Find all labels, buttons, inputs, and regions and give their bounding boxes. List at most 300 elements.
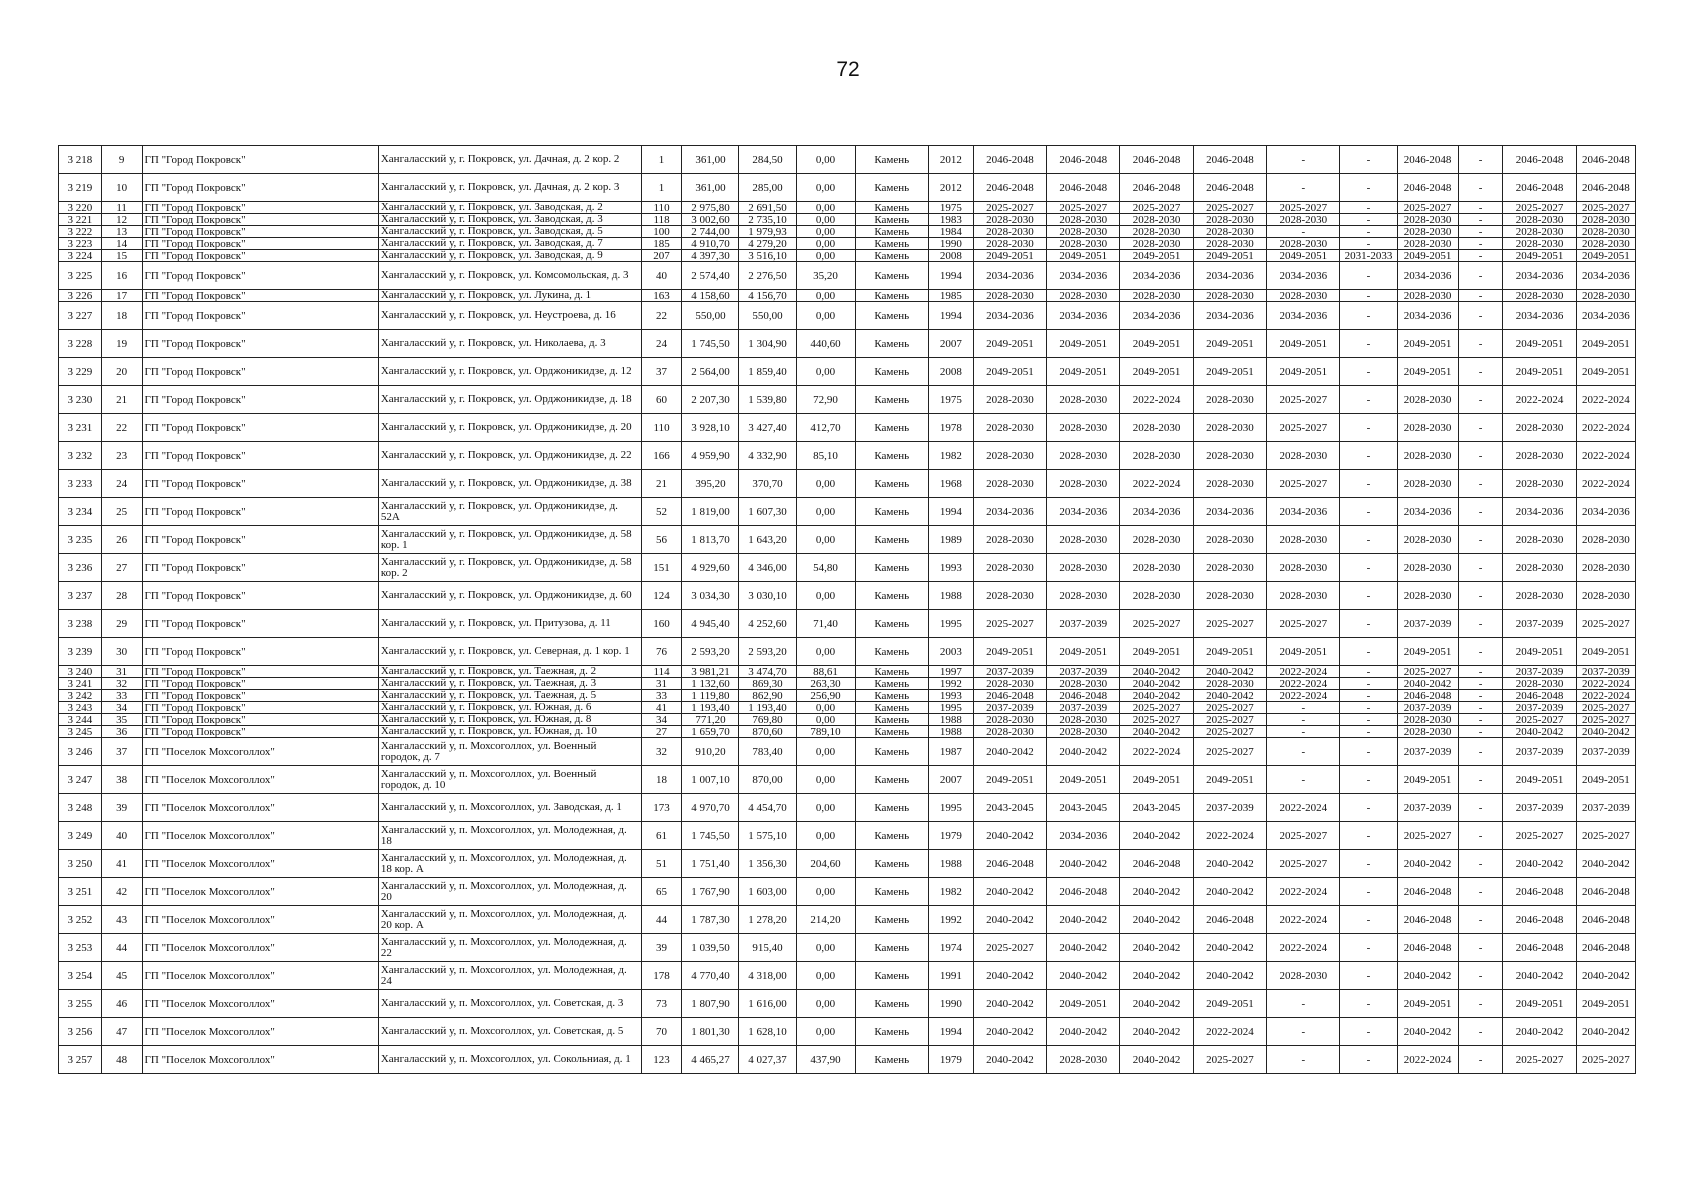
total-area: 4 970,70 [682, 794, 739, 822]
term-cell: 2046-2048 [1576, 878, 1635, 906]
term-cell: 2028-2030 [1576, 214, 1635, 226]
term-cell: 2022-2024 [1267, 906, 1340, 934]
non-residential-area: 0,00 [796, 526, 855, 554]
municipality-name: ГП "Поселок Мохсоголлох" [142, 822, 378, 850]
row-index: 21 [101, 386, 142, 414]
term-cell: 2037-2039 [1047, 666, 1120, 678]
table-row [59, 214, 1636, 226]
non-residential-area: 85,10 [796, 442, 855, 470]
term-cell: 2022-2024 [1267, 794, 1340, 822]
term-cell: 2025-2027 [1503, 714, 1576, 726]
term-cell: - [1340, 302, 1397, 330]
build-year: 1994 [928, 302, 973, 330]
page-number: 72 [836, 58, 860, 81]
term-cell: 2022-2024 [1503, 386, 1576, 414]
term-cell: - [1458, 822, 1503, 850]
term-cell: 2028-2030 [1047, 678, 1120, 690]
building-address: Хангаласский у, г. Покровск, ул. Орджоникидзе, д. 22 [378, 442, 641, 470]
term-cell: 2049-2051 [973, 250, 1046, 262]
term-cell: 2028-2030 [1047, 582, 1120, 610]
term-cell: 2037-2039 [1047, 610, 1120, 638]
living-area: 2 276,50 [739, 262, 796, 290]
municipality-name: ГП "Поселок Мохсоголлох" [142, 990, 378, 1018]
non-residential-area: 0,00 [796, 822, 855, 850]
term-cell: 2028-2030 [1120, 582, 1193, 610]
term-cell: 2028-2030 [1503, 290, 1576, 302]
municipality-name: ГП "Город Покровск" [142, 262, 378, 290]
total-area: 1 745,50 [682, 822, 739, 850]
term-cell: - [1458, 250, 1503, 262]
term-cell: 2049-2051 [973, 330, 1046, 358]
term-cell: 2025-2027 [1576, 714, 1635, 726]
term-cell: - [1340, 1018, 1397, 1046]
term-cell: 2025-2027 [1576, 702, 1635, 714]
total-area: 4 158,60 [682, 290, 739, 302]
total-area: 2 574,40 [682, 262, 739, 290]
municipality-name: ГП "Город Покровск" [142, 302, 378, 330]
term-cell: 2049-2051 [1120, 638, 1193, 666]
term-cell: - [1458, 202, 1503, 214]
row-index: 29 [101, 610, 142, 638]
apartment-count: 41 [641, 702, 682, 714]
non-residential-area: 256,90 [796, 690, 855, 702]
row-registry-number: 3 245 [59, 726, 102, 738]
term-cell: - [1340, 262, 1397, 290]
term-cell: 2046-2048 [1503, 690, 1576, 702]
table-row [59, 794, 1636, 822]
table-row [59, 726, 1636, 738]
row-registry-number: 3 218 [59, 146, 102, 174]
term-cell: 2040-2042 [1576, 726, 1635, 738]
apartment-count: 1 [641, 146, 682, 174]
term-cell: - [1458, 262, 1503, 290]
municipality-name: ГП "Поселок Мохсоголлох" [142, 850, 378, 878]
term-cell: - [1267, 702, 1340, 714]
build-year: 1984 [928, 226, 973, 238]
wall-material: Камень [855, 714, 928, 726]
municipality-name: ГП "Поселок Мохсоголлох" [142, 962, 378, 990]
municipality-name: ГП "Город Покровск" [142, 526, 378, 554]
term-cell: 2049-2051 [1503, 250, 1576, 262]
term-cell: 2040-2042 [1120, 678, 1193, 690]
non-residential-area: 0,00 [796, 878, 855, 906]
term-cell: - [1340, 726, 1397, 738]
term-cell: 2046-2048 [1193, 146, 1266, 174]
term-cell: - [1458, 962, 1503, 990]
total-area: 3 981,21 [682, 666, 739, 678]
term-cell: - [1340, 714, 1397, 726]
table-row [59, 690, 1636, 702]
build-year: 1979 [928, 822, 973, 850]
term-cell: - [1340, 906, 1397, 934]
apartment-count: 123 [641, 1046, 682, 1074]
municipality-name: ГП "Город Покровск" [142, 470, 378, 498]
build-year: 1982 [928, 442, 973, 470]
non-residential-area: 263,30 [796, 678, 855, 690]
apartment-count: 51 [641, 850, 682, 878]
term-cell: 2022-2024 [1576, 386, 1635, 414]
municipality-name: ГП "Город Покровск" [142, 666, 378, 678]
build-year: 1988 [928, 850, 973, 878]
municipality-name: ГП "Город Покровск" [142, 714, 378, 726]
wall-material: Камень [855, 878, 928, 906]
term-cell: 2043-2045 [973, 794, 1046, 822]
building-address: Хангаласский у, г. Покровск, ул. Дачная, д. 2 кор. 2 [378, 146, 641, 174]
total-area: 1 132,60 [682, 678, 739, 690]
term-cell: 2040-2042 [973, 906, 1046, 934]
build-year: 1992 [928, 678, 973, 690]
term-cell: 2028-2030 [1193, 290, 1266, 302]
living-area: 870,00 [739, 766, 796, 794]
term-cell: 2034-2036 [1397, 262, 1458, 290]
term-cell: 2028-2030 [1576, 238, 1635, 250]
living-area: 1 616,00 [739, 990, 796, 1018]
term-cell: 2028-2030 [1120, 238, 1193, 250]
term-cell: 2049-2051 [1120, 250, 1193, 262]
term-cell: 2028-2030 [1047, 726, 1120, 738]
total-area: 1 745,50 [682, 330, 739, 358]
build-year: 2008 [928, 250, 973, 262]
term-cell: 2034-2036 [1576, 302, 1635, 330]
build-year: 1995 [928, 702, 973, 714]
term-cell: 2040-2042 [1047, 906, 1120, 934]
row-index: 31 [101, 666, 142, 678]
row-index: 40 [101, 822, 142, 850]
term-cell: 2028-2030 [1047, 1046, 1120, 1074]
term-cell: 2028-2030 [1193, 238, 1266, 250]
living-area: 1 643,20 [739, 526, 796, 554]
apartment-count: 100 [641, 226, 682, 238]
total-area: 1 193,40 [682, 702, 739, 714]
term-cell: 2028-2030 [1503, 238, 1576, 250]
term-cell: 2025-2027 [1193, 610, 1266, 638]
living-area: 869,30 [739, 678, 796, 690]
term-cell: 2025-2027 [1503, 202, 1576, 214]
term-cell: 2028-2030 [1576, 526, 1635, 554]
term-cell: 2025-2027 [1193, 1046, 1266, 1074]
wall-material: Камень [855, 666, 928, 678]
row-registry-number: 3 253 [59, 934, 102, 962]
term-cell: - [1340, 638, 1397, 666]
total-area: 550,00 [682, 302, 739, 330]
building-address: Хангаласский у, г. Покровск, ул. Южная, д. 8 [378, 714, 641, 726]
apartment-count: 34 [641, 714, 682, 726]
wall-material: Камень [855, 386, 928, 414]
building-address: Хангаласский у, г. Покровск, ул. Орджоникидзе, д. 38 [378, 470, 641, 498]
term-cell: 2028-2030 [1120, 290, 1193, 302]
term-cell: 2046-2048 [1397, 906, 1458, 934]
term-cell: 2049-2051 [1047, 990, 1120, 1018]
building-address: Хангаласский у, г. Покровск, ул. Заводская, д. 5 [378, 226, 641, 238]
total-area: 395,20 [682, 470, 739, 498]
wall-material: Камень [855, 934, 928, 962]
building-address: Хангаласский у, п. Мохсоголлох, ул. Советская, д. 5 [378, 1018, 641, 1046]
non-residential-area: 0,00 [796, 990, 855, 1018]
build-year: 1988 [928, 714, 973, 726]
term-cell: 2022-2024 [1267, 690, 1340, 702]
table-row [59, 202, 1636, 214]
wall-material: Камень [855, 526, 928, 554]
row-registry-number: 3 226 [59, 290, 102, 302]
term-cell: 2022-2024 [1576, 442, 1635, 470]
wall-material: Камень [855, 250, 928, 262]
building-address: Хангаласский у, г. Покровск, ул. Северная, д. 1 кор. 1 [378, 638, 641, 666]
term-cell: - [1458, 702, 1503, 714]
term-cell: - [1340, 702, 1397, 714]
table-row [59, 414, 1636, 442]
row-registry-number: 3 252 [59, 906, 102, 934]
municipality-name: ГП "Поселок Мохсоголлох" [142, 738, 378, 766]
term-cell: 2028-2030 [1267, 290, 1340, 302]
term-cell: 2025-2027 [1193, 714, 1266, 726]
building-address: Хангаласский у, г. Покровск, ул. Заводская, д. 3 [378, 214, 641, 226]
total-area: 2 975,80 [682, 202, 739, 214]
term-cell: 2028-2030 [1503, 442, 1576, 470]
term-cell: - [1458, 878, 1503, 906]
term-cell: 2028-2030 [973, 442, 1046, 470]
term-cell: - [1458, 214, 1503, 226]
term-cell: 2022-2024 [1193, 1018, 1266, 1046]
term-cell: - [1340, 738, 1397, 766]
apartment-count: 22 [641, 302, 682, 330]
row-index: 34 [101, 702, 142, 714]
row-registry-number: 3 225 [59, 262, 102, 290]
term-cell: 2046-2048 [1503, 934, 1576, 962]
term-cell: 2040-2042 [1503, 726, 1576, 738]
term-cell: - [1458, 850, 1503, 878]
non-residential-area: 214,20 [796, 906, 855, 934]
term-cell: 2037-2039 [1503, 666, 1576, 678]
wall-material: Камень [855, 262, 928, 290]
wall-material: Камень [855, 822, 928, 850]
apartment-count: 56 [641, 526, 682, 554]
living-area: 3 427,40 [739, 414, 796, 442]
term-cell: 2049-2051 [1397, 990, 1458, 1018]
term-cell: 2034-2036 [1267, 302, 1340, 330]
build-year: 1988 [928, 582, 973, 610]
building-address: Хангаласский у, г. Покровск, ул. Орджоникидзе, д. 58 кор. 1 [378, 526, 641, 554]
term-cell: 2040-2042 [1120, 990, 1193, 1018]
row-registry-number: 3 236 [59, 554, 102, 582]
municipality-name: ГП "Город Покровск" [142, 238, 378, 250]
build-year: 1989 [928, 526, 973, 554]
term-cell: 2049-2051 [1267, 638, 1340, 666]
term-cell: 2037-2039 [1576, 794, 1635, 822]
building-address: Хангаласский у, г. Покровск, ул. Заводская, д. 7 [378, 238, 641, 250]
term-cell: 2049-2051 [1397, 358, 1458, 386]
non-residential-area: 0,00 [796, 226, 855, 238]
term-cell: 2040-2042 [973, 738, 1046, 766]
build-year: 1990 [928, 238, 973, 250]
term-cell: 2025-2027 [1397, 822, 1458, 850]
term-cell: 2046-2048 [1047, 146, 1120, 174]
row-index: 33 [101, 690, 142, 702]
build-year: 1991 [928, 962, 973, 990]
apartment-count: 207 [641, 250, 682, 262]
row-index: 35 [101, 714, 142, 726]
term-cell: 2022-2024 [1576, 690, 1635, 702]
term-cell: - [1458, 386, 1503, 414]
term-cell: 2040-2042 [973, 822, 1046, 850]
term-cell: 2028-2030 [1047, 386, 1120, 414]
table-row [59, 442, 1636, 470]
term-cell: 2025-2027 [1047, 202, 1120, 214]
wall-material: Камень [855, 1018, 928, 1046]
term-cell: 2028-2030 [973, 726, 1046, 738]
term-cell: 2028-2030 [1397, 442, 1458, 470]
table-body [59, 146, 1636, 1074]
row-registry-number: 3 254 [59, 962, 102, 990]
row-index: 44 [101, 934, 142, 962]
term-cell: 2034-2036 [1503, 498, 1576, 526]
living-area: 1 575,10 [739, 822, 796, 850]
row-index: 32 [101, 678, 142, 690]
table-row [59, 358, 1636, 386]
row-registry-number: 3 255 [59, 990, 102, 1018]
building-address: Хангаласский у, г. Покровск, ул. Заводская, д. 9 [378, 250, 641, 262]
term-cell: 2028-2030 [1193, 526, 1266, 554]
term-cell: 2049-2051 [1576, 638, 1635, 666]
term-cell: 2049-2051 [1267, 330, 1340, 358]
term-cell: 2025-2027 [1193, 726, 1266, 738]
term-cell: 2028-2030 [1503, 214, 1576, 226]
term-cell: 2028-2030 [1193, 442, 1266, 470]
municipality-name: ГП "Поселок Мохсоголлох" [142, 906, 378, 934]
term-cell: 2028-2030 [973, 678, 1046, 690]
term-cell: 2046-2048 [1120, 146, 1193, 174]
term-cell: 2049-2051 [1193, 250, 1266, 262]
term-cell: 2028-2030 [1397, 386, 1458, 414]
row-registry-number: 3 243 [59, 702, 102, 714]
term-cell: 2028-2030 [1267, 582, 1340, 610]
wall-material: Камень [855, 442, 928, 470]
term-cell: 2034-2036 [1047, 262, 1120, 290]
term-cell: 2022-2024 [1120, 470, 1193, 498]
municipality-name: ГП "Город Покровск" [142, 610, 378, 638]
wall-material: Камень [855, 850, 928, 878]
term-cell: - [1458, 330, 1503, 358]
term-cell: 2034-2036 [1267, 262, 1340, 290]
apartment-count: 110 [641, 202, 682, 214]
term-cell: 2040-2042 [1120, 962, 1193, 990]
term-cell: 2046-2048 [1503, 878, 1576, 906]
building-address: Хангаласский у, п. Мохсоголлох, ул. Военный городок, д. 10 [378, 766, 641, 794]
wall-material: Камень [855, 726, 928, 738]
total-area: 2 593,20 [682, 638, 739, 666]
build-year: 1988 [928, 726, 973, 738]
row-index: 11 [101, 202, 142, 214]
term-cell: 2049-2051 [1503, 638, 1576, 666]
apartment-count: 65 [641, 878, 682, 906]
municipality-name: ГП "Город Покровск" [142, 414, 378, 442]
wall-material: Камень [855, 174, 928, 202]
table-row [59, 990, 1636, 1018]
table-row [59, 582, 1636, 610]
term-cell: - [1458, 1018, 1503, 1046]
term-cell: 2037-2039 [1397, 610, 1458, 638]
non-residential-area: 412,70 [796, 414, 855, 442]
total-area: 910,20 [682, 738, 739, 766]
term-cell: 2034-2036 [1047, 498, 1120, 526]
term-cell: - [1340, 878, 1397, 906]
term-cell: 2025-2027 [1267, 850, 1340, 878]
term-cell: 2049-2051 [1047, 358, 1120, 386]
row-index: 10 [101, 174, 142, 202]
term-cell: 2049-2051 [1576, 766, 1635, 794]
term-cell: 2025-2027 [973, 610, 1046, 638]
term-cell: 2049-2051 [1576, 990, 1635, 1018]
term-cell: 2049-2051 [1503, 990, 1576, 1018]
row-registry-number: 3 228 [59, 330, 102, 358]
municipality-name: ГП "Поселок Мохсоголлох" [142, 934, 378, 962]
table-row [59, 290, 1636, 302]
building-address: Хангаласский у, п. Мохсоголлох, ул. Советская, д. 3 [378, 990, 641, 1018]
term-cell: - [1267, 1018, 1340, 1046]
term-cell: 2049-2051 [1047, 330, 1120, 358]
term-cell: 2043-2045 [1120, 794, 1193, 822]
term-cell: - [1458, 414, 1503, 442]
municipality-name: ГП "Поселок Мохсоголлох" [142, 766, 378, 794]
row-index: 36 [101, 726, 142, 738]
build-year: 1987 [928, 738, 973, 766]
term-cell: 2040-2042 [1397, 1018, 1458, 1046]
building-address: Хангаласский у, п. Мохсоголлох, ул. Молодежная, д. 22 [378, 934, 641, 962]
term-cell: 2037-2039 [1047, 702, 1120, 714]
term-cell: 2040-2042 [1503, 962, 1576, 990]
wall-material: Камень [855, 990, 928, 1018]
term-cell: 2028-2030 [973, 290, 1046, 302]
term-cell: 2046-2048 [1397, 174, 1458, 202]
term-cell: 2028-2030 [1047, 214, 1120, 226]
term-cell: 2028-2030 [1047, 714, 1120, 726]
term-cell: 2028-2030 [1193, 214, 1266, 226]
building-address: Хангаласский у, п. Мохсоголлох, ул. Молодежная, д. 20 кор. А [378, 906, 641, 934]
building-address: Хангаласский у, г. Покровск, ул. Лукина, д. 1 [378, 290, 641, 302]
term-cell: - [1458, 610, 1503, 638]
apartment-count: 160 [641, 610, 682, 638]
term-cell: 2049-2051 [1193, 766, 1266, 794]
term-cell: 2037-2039 [973, 702, 1046, 714]
building-address: Хангаласский у, г. Покровск, ул. Таежная, д. 5 [378, 690, 641, 702]
building-address: Хангаласский у, г. Покровск, ул. Орджоникидзе, д. 18 [378, 386, 641, 414]
row-registry-number: 3 238 [59, 610, 102, 638]
apartment-count: 24 [641, 330, 682, 358]
apartment-count: 61 [641, 822, 682, 850]
non-residential-area: 0,00 [796, 702, 855, 714]
term-cell: - [1458, 498, 1503, 526]
term-cell: 2034-2036 [1193, 262, 1266, 290]
row-registry-number: 3 220 [59, 202, 102, 214]
term-cell: 2028-2030 [1397, 214, 1458, 226]
apartment-count: 73 [641, 990, 682, 1018]
living-area: 1 278,20 [739, 906, 796, 934]
non-residential-area: 0,00 [796, 290, 855, 302]
living-area: 370,70 [739, 470, 796, 498]
wall-material: Камень [855, 554, 928, 582]
term-cell: 2040-2042 [1047, 934, 1120, 962]
row-registry-number: 3 256 [59, 1018, 102, 1046]
total-area: 1 787,30 [682, 906, 739, 934]
term-cell: 2028-2030 [1047, 442, 1120, 470]
apartment-count: 52 [641, 498, 682, 526]
term-cell: 2025-2027 [973, 202, 1046, 214]
term-cell: 2040-2042 [1193, 962, 1266, 990]
row-registry-number: 3 224 [59, 250, 102, 262]
term-cell: - [1340, 822, 1397, 850]
term-cell: 2028-2030 [1267, 962, 1340, 990]
term-cell: 2049-2051 [1120, 330, 1193, 358]
term-cell: 2034-2036 [1267, 498, 1340, 526]
